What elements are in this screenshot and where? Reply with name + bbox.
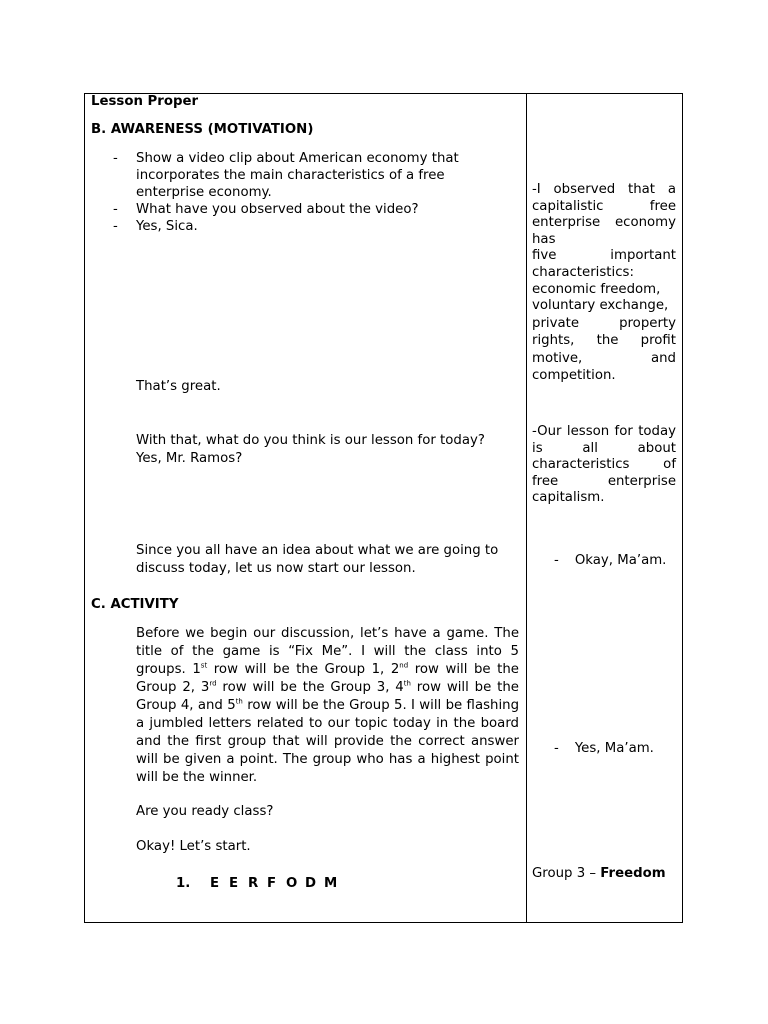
list-item [91, 202, 481, 219]
ready-question: Are you ready class? [136, 804, 274, 819]
list-item-text: Yes, Sica. [136, 218, 198, 234]
since-line-2: discuss today, let us now start our lesson. [136, 561, 416, 576]
yes-response: - Yes, Ma’am. [554, 741, 654, 756]
jumbled-word-item: 1. E E R F O D M [176, 876, 338, 891]
observation-answer: -I observed that a capitalistic free enterprise economy has five important characteristics: economic freedom, voluntary exchange, private property rights, the profit motive, and competition. [532, 182, 676, 384]
lesson-proper-heading: Lesson Proper [91, 94, 199, 109]
lesson-plan-table [84, 93, 683, 923]
dash-bullet: - [113, 151, 118, 166]
list-item-text: Show a video clip about American economy that incorporates the main characteristics of a free enterprise economy. [136, 151, 459, 200]
thats-great-text: That’s great. [136, 379, 221, 394]
list-item [91, 219, 481, 236]
dash-bullet: - [113, 201, 118, 217]
section-c-heading: C. ACTIVITY [91, 597, 179, 612]
since-line-1: Since you all have an idea about what we are going to [136, 543, 499, 558]
lesson-answer: -Our lesson for today is all about characteristics of free enterprise capitalism. [532, 424, 676, 506]
column-divider [526, 94, 527, 922]
group-answer: Group 3 – Freedom [532, 866, 666, 881]
section-b-heading: B. AWARENESS (MOTIVATION) [91, 122, 314, 137]
lesson-question: With that, what do you think is our lesson for today? [136, 433, 485, 448]
okay-response: - Okay, Ma’am. [554, 553, 667, 568]
list-item [91, 151, 481, 202]
dash-bullet: - [113, 218, 118, 234]
activity-instructions: Before we begin our discussion, let’s have a game. The title of the game is “Fix Me”. I will the class into 5 groups. 1st row will be the Group 1, 2nd row will be the Group 2, 3rd row will be the Group 3, 4th row will be the Group 4, and 5th row will be the Group 5. I will be flashing a jumbled letters related to our topic today in the board and the first group that will provide the correct answer will be given a point. The group who has a highest point will be the winner. [136, 626, 520, 785]
awareness-list [91, 151, 481, 235]
start-text: Okay! Let’s start. [136, 839, 251, 854]
call-on-student: Yes, Mr. Ramos? [136, 451, 243, 466]
list-item-text: What have you observed about the video? [136, 201, 419, 217]
